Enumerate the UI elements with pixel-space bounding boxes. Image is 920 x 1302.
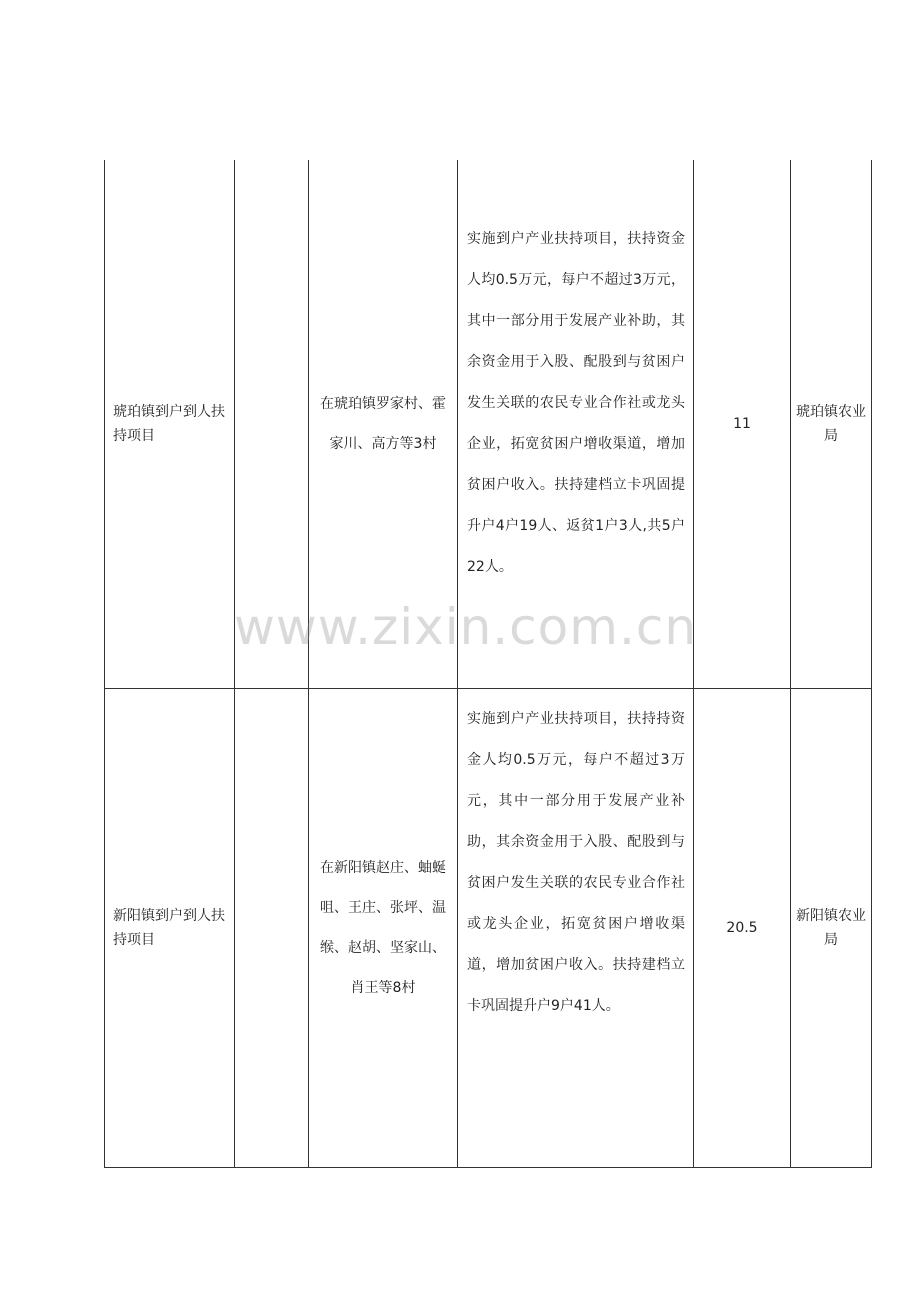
amount-cell: 20.5 bbox=[694, 689, 791, 1168]
project-name-cell: 琥珀镇到户到人扶持项目 bbox=[105, 160, 235, 689]
watermark: www.zixin.com.cn bbox=[234, 598, 698, 656]
location-cell: 在新阳镇赵庄、蚰蜒咀、王庄、张坪、温缑、赵胡、坚家山、肖王等8村 bbox=[309, 689, 458, 1168]
unit-cell: 琥珀镇农业局 bbox=[791, 160, 872, 689]
location-cell: 在琥珀镇罗家村、霍家川、高方等3村 bbox=[309, 160, 458, 689]
content-cell: 实施到户产业扶持项目，扶持持资金人均0.5万元，每户不超过3万元，其中一部分用于发展产业补助，其余资金用于入股、配股到与贫困户发生关联的农民专业合作社或龙头企业，拓宽贫困户增收渠道，增加贫困户收入。扶持建档立卡巩固提升户9户41人。 bbox=[458, 689, 694, 1168]
table-row bbox=[105, 689, 872, 1168]
empty-cell bbox=[235, 689, 309, 1168]
content-cell: 实施到户产业扶持项目，扶持资金人均0.5万元，每户不超过3万元，其中一部分用于发展产业补助，其余资金用于入股、配股到与贫困户发生关联的农民专业合作社或龙头企业，拓宽贫困户增收渠道，增加贫困户收入。扶持建档立卡巩固提升户4户19人、返贫1户3人,共5户22人。 bbox=[458, 160, 694, 689]
empty-cell bbox=[235, 160, 309, 689]
table-row bbox=[105, 160, 872, 689]
project-table bbox=[104, 160, 872, 1168]
unit-cell: 新阳镇农业局 bbox=[791, 689, 872, 1168]
amount-cell: 11 bbox=[694, 160, 791, 689]
project-name-cell: 新阳镇到户到人扶持项目 bbox=[105, 689, 235, 1168]
